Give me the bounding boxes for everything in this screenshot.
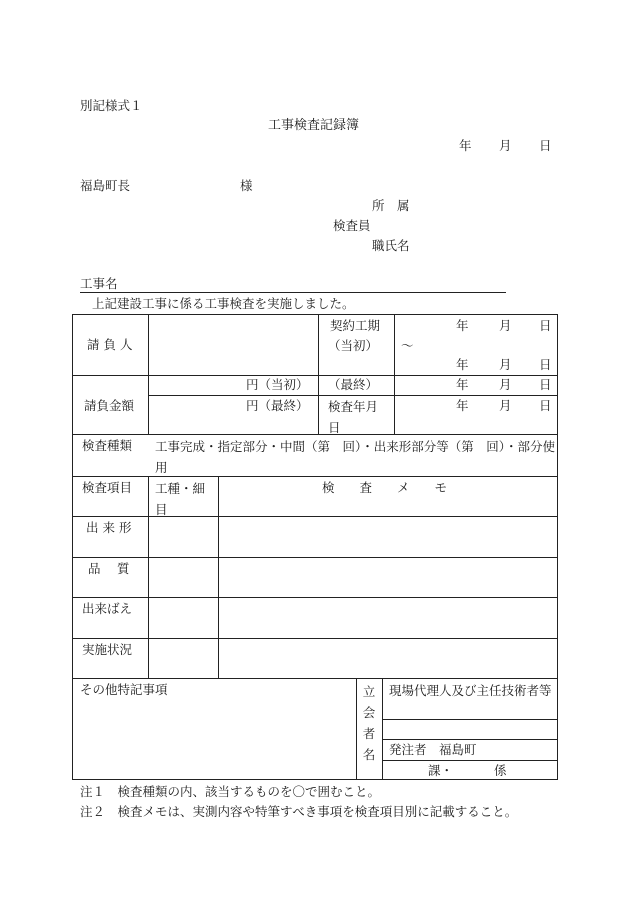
row-finish-label: 出来ばえ — [82, 601, 133, 616]
period-end-year: 年 — [456, 357, 469, 372]
period-end-month: 月 — [499, 357, 512, 372]
row-divider — [72, 375, 558, 376]
inspector-role: 検査員 — [333, 218, 371, 233]
other-notes-label: その他特記事項 — [80, 682, 168, 697]
row-divider — [382, 719, 558, 720]
row-divider — [72, 597, 558, 598]
col-divider — [218, 476, 219, 678]
note-2: 注２ 検査メモは、実測内容や特筆すべき事項を検査項目別に記載すること。 — [80, 804, 518, 819]
note-1: 注１ 検査種類の内、該当するものを〇で囲むこと。 — [80, 784, 381, 799]
col-divider — [382, 678, 383, 780]
inspection-month: 月 — [499, 398, 512, 413]
final-month: 月 — [499, 377, 512, 392]
col-divider — [148, 314, 149, 434]
intro-text: 上記建設工事に係る工事検査を実施しました。 — [92, 296, 355, 311]
row-divider — [72, 516, 558, 517]
contract-amount-label: 請負金額 — [84, 398, 135, 413]
inspection-type-options: 工事完成・指定部分・中間（第 回）・出来形部分等（第 回）・部分使用 — [155, 439, 556, 475]
form-id: 別記様式１ — [80, 98, 143, 113]
inspection-day: 日 — [539, 398, 552, 413]
project-name-underline — [80, 292, 506, 293]
row-divider — [382, 739, 558, 740]
col-divider — [148, 476, 149, 678]
final-year: 年 — [456, 377, 469, 392]
row-status-label: 実施状況 — [82, 642, 133, 657]
inspection-table — [72, 314, 558, 780]
date-day: 日 — [539, 138, 552, 153]
period-start-day: 日 — [539, 318, 552, 333]
inspector-title-name: 職氏名 — [372, 238, 410, 253]
row-dekigata-label: 出 来 形 — [86, 520, 132, 535]
page-title: 工事検査記録簿 — [268, 118, 360, 133]
col-divider — [356, 678, 357, 780]
orderer-label: 発注者 福島町 — [389, 742, 477, 757]
row-divider — [72, 557, 558, 558]
contract-period-initial-label: （当初） — [328, 338, 379, 353]
site-agent-label: 現場代理人及び主任技術者等 — [389, 683, 552, 698]
final-period-label: （最終） — [328, 377, 379, 392]
period-tilde: ～ — [401, 338, 414, 353]
memo-header: 検 査 メ モ — [322, 480, 448, 495]
project-name-label: 工事名 — [80, 276, 118, 291]
inspection-date-label: 検査年月日 — [328, 399, 379, 435]
col-divider — [394, 314, 395, 434]
row-divider — [382, 760, 558, 761]
inspection-item-label: 検査項目 — [82, 480, 133, 495]
amount-initial-yen: 円（当初） — [246, 377, 309, 392]
col-divider — [318, 314, 319, 434]
witness-label: 立会者名 — [362, 684, 376, 762]
contract-period-label: 契約工期 — [330, 318, 381, 333]
row-divider — [72, 678, 558, 679]
work-type-header: 工種・細目 — [155, 481, 206, 517]
staff-label: 係 — [494, 763, 507, 778]
inspection-type-label: 検査種類 — [82, 438, 133, 453]
amount-final-yen: 円（最終） — [246, 398, 309, 413]
date-year: 年 — [459, 138, 472, 153]
row-divider — [72, 638, 558, 639]
period-start-month: 月 — [499, 318, 512, 333]
row-divider — [72, 434, 558, 435]
contractor-label: 請 負 人 — [87, 337, 133, 352]
addressee-name: 福島町長 — [80, 178, 131, 193]
addressee-honorific: 様 — [240, 178, 253, 193]
period-end-day: 日 — [539, 357, 552, 372]
date-month: 月 — [499, 138, 512, 153]
inspector-affiliation: 所 属 — [372, 198, 410, 213]
inspection-year: 年 — [456, 398, 469, 413]
section-label: 課・ — [428, 763, 454, 778]
final-day: 日 — [539, 377, 552, 392]
row-quality-label: 品 質 — [88, 561, 130, 576]
period-start-year: 年 — [456, 318, 469, 333]
